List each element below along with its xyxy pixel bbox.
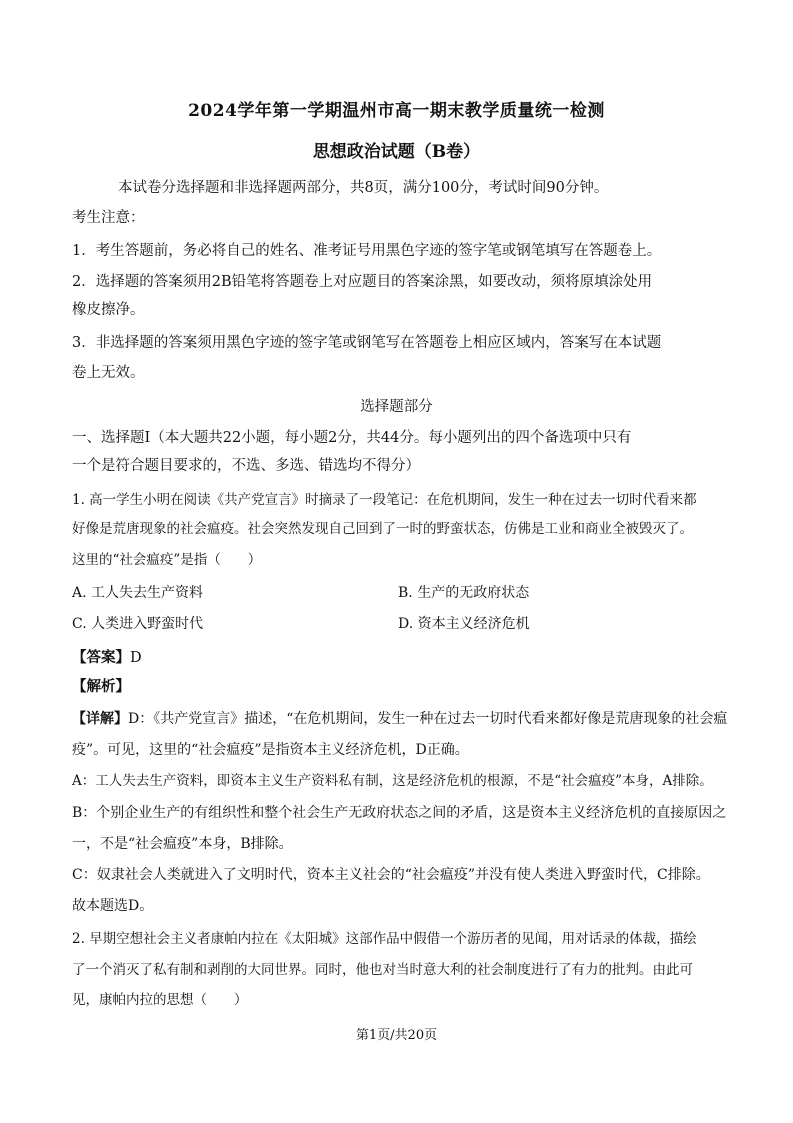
document-title: 2024学年第一学期温州市高一期末教学质量统一检测: [188, 101, 605, 121]
q1-stem-line-3: 这里的“社会瘟疫”是指（ ）: [72, 552, 262, 568]
q1-detail-line-1: [72, 709, 727, 729]
q1-answer: [72, 648, 727, 668]
q1-detail-line-2: 疫”。可见，这里的“社会瘟疫”是指资本主义经济危机，D正确。: [72, 742, 469, 758]
q2-stem-line-1: 2. 早期空想社会主义者康帕内拉在《太阳城》这部作品中假借一个游历者的见闻，用对话录的体裁，描绘: [72, 931, 697, 947]
q1-detail-line-6: C：奴隶社会人类就进入了文明时代，资本主义社会的“社会瘟疫”并没有使人类进入野蛮时代，C排除。: [72, 867, 710, 883]
exam-intro: 本试卷分选择题和非选择题两部分，共8页，满分100分，考试时间90分钟。: [118, 180, 609, 196]
q1-option-d: D. 资本主义经济危机: [398, 616, 530, 632]
detail-label: 【详解】: [72, 711, 128, 727]
q1-detail-line-3: A：工人失去生产资料，即资本主义生产资料私有制，这是经济危机的根源，不是“社会瘟疫”本身，A排除。: [72, 773, 713, 789]
page-footer: 第1页/共20页: [355, 1028, 438, 1043]
detail-text: D：《共产党宣言》描述，“在危机期间，发生一种在过去一切时代看来都好像是荒唐现象的社会瘟: [128, 711, 727, 727]
q1-option-b: B. 生产的无政府状态: [398, 585, 530, 601]
q1-stem-line-2: 好像是荒唐现象的社会瘟疫。社会突然发现自己回到了一时的野蛮状态，仿佛是工业和商业全被毁灭了。: [72, 521, 693, 537]
notice-item-3-cont: 卷上无效。: [72, 365, 145, 381]
q1-analysis-label: 【解析】: [72, 678, 130, 695]
q2-stem-line-2: 了一个消灭了私有制和剥削的大同世界。同时，他也对当时意大利的社会制度进行了有力的批判。由此可: [72, 962, 693, 978]
answer-value: D: [130, 650, 142, 666]
notice-item-1: 1．考生答题前，务必将自己的姓名、准考证号用黑色字迹的签字笔或钢笔填写在答题卷上。: [72, 243, 662, 259]
section-intro-line-1: 一、选择题Ⅰ（本大题共22小题，每小题2分，共44分。每小题列出的四个备选项中只有: [72, 430, 632, 446]
q1-option-a: A. 工人失去生产资料: [72, 585, 204, 601]
q1-detail-line-4: B：个别企业生产的有组织性和整个社会生产无政府状态之间的矛盾，这是资本主义经济危机的直接原因之: [72, 805, 727, 821]
notice-heading: 考生注意：: [72, 210, 145, 226]
q1-detail-line-5: 一，不是“社会瘟疫”本身，B排除。: [72, 836, 293, 852]
document-subtitle: 思想政治试题（B卷）: [312, 142, 481, 162]
q2-stem-line-3: 见，康帕内拉的思想（ ）: [72, 992, 248, 1008]
q1-detail-line-7: 故本题选D。: [72, 898, 154, 914]
answer-label: 【答案】: [72, 649, 130, 666]
section-intro-line-2: 一个是符合题目要求的，不选、多选、错选均不得分）: [72, 458, 420, 474]
q1-option-c: C. 人类进入野蛮时代: [72, 616, 204, 632]
notice-item-2-cont: 橡皮擦净。: [72, 302, 145, 318]
section-title: 选择题部分: [360, 399, 433, 415]
notice-item-3: 3．非选择题的答案须用黑色字迹的签字笔或钢笔写在答题卷上相应区域内，答案写在本试题: [72, 335, 662, 351]
q1-stem-line-1: 1. 高一学生小明在阅读《共产党宣言》时摘录了一段笔记：在危机期间，发生一种在过去一切时代看来都: [72, 492, 697, 508]
notice-item-2: 2．选择题的答案须用2B铅笔将答题卷上对应题目的答案涂黑，如要改动，须将原填涂处用: [72, 274, 653, 290]
